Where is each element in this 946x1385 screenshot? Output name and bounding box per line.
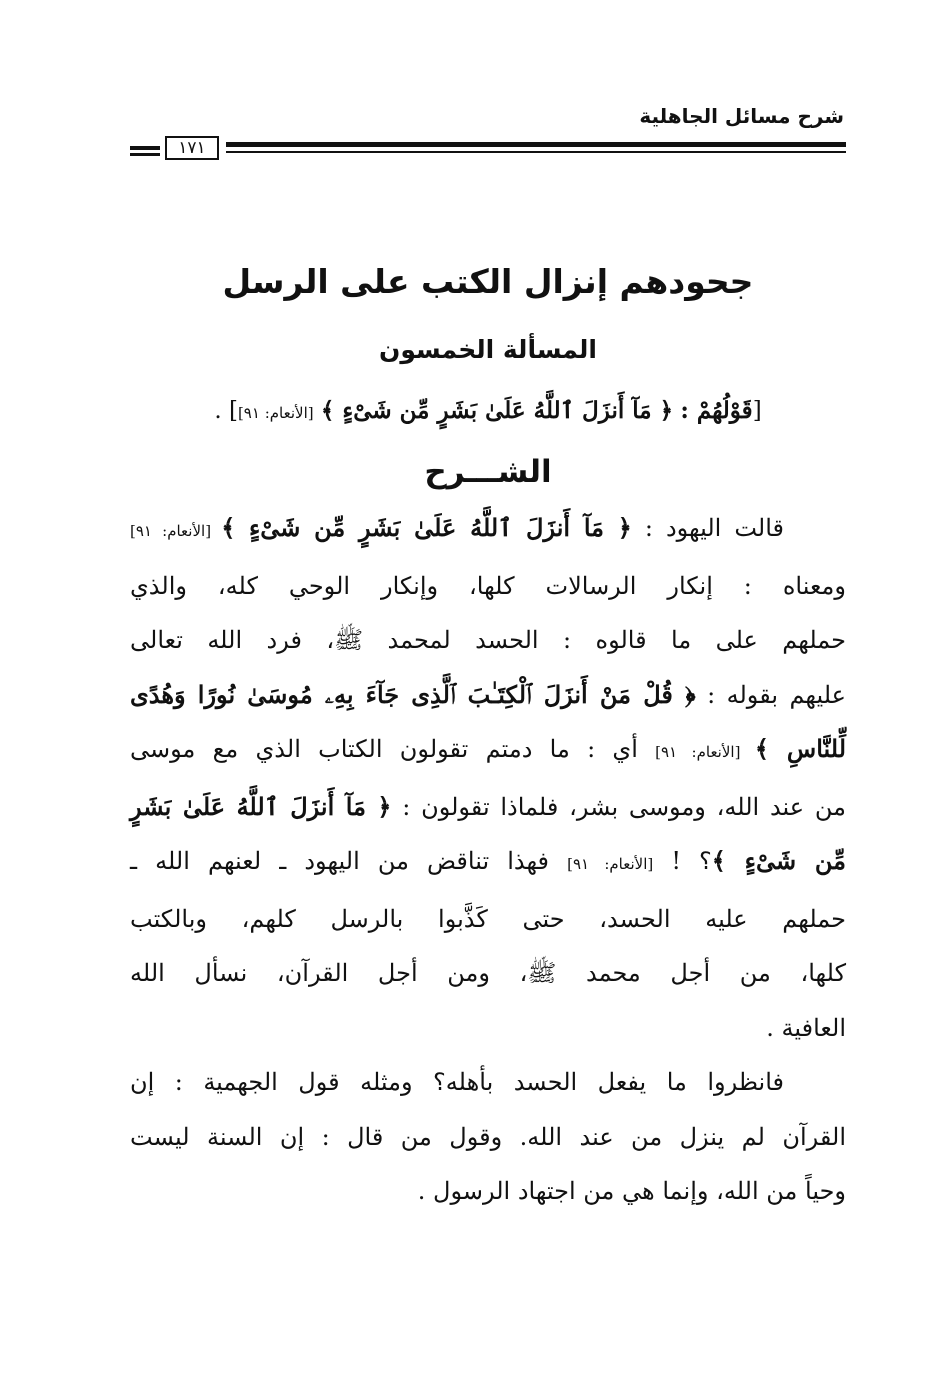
header-rule-thick bbox=[226, 142, 846, 147]
verse-reference: [الأنعام: ٩١] bbox=[130, 522, 222, 540]
quran-verse: ﴿ مَآ أَنزَلَ ٱللَّهُ عَلَىٰ بَشَرٍ مِّن شَىْءٍ ﴾ bbox=[221, 513, 632, 542]
statement-close: ] . bbox=[214, 398, 238, 424]
paragraph-line bbox=[130, 834, 846, 892]
paragraph-line: القرآن لم ينزل من عند الله. وقول من قال : إن السنة ليست bbox=[130, 1122, 846, 1151]
line-text: أي : ما دمتم تقولون الكتاب الذي مع موسى bbox=[130, 735, 656, 763]
header-rule-left-thick bbox=[130, 146, 160, 150]
paragraph-line: وحياً من الله، وإنما هي من اجتهاد الرسول . bbox=[417, 1177, 846, 1205]
chapter-subtitle: المسألة الخمسون bbox=[379, 335, 597, 364]
running-title: شرح مسائل الجاهلية bbox=[639, 104, 844, 128]
commentary-paragraph-2 bbox=[130, 1055, 846, 1219]
verse-reference: [الأنعام: ٩١] bbox=[567, 855, 654, 873]
paragraph-line: كلها، من أجل محمد ﷺ، ومن أجل القرآن، نسأل الله bbox=[130, 959, 846, 987]
paragraph-line bbox=[130, 780, 846, 835]
statement-open-bracket: [ bbox=[752, 398, 762, 424]
quran-verse: ﴿ قُلْ مَنْ أَنزَلَ ٱلْكِتَـٰبَ ٱلَّذِى جَآءَ بِهِۦ مُوسَىٰ نُورًا وَهُدًى bbox=[130, 679, 696, 709]
paragraph-line: حملهم على ما قالوه : الحسد لمحمد ﷺ، فرد الله تعالى bbox=[130, 626, 846, 654]
page-number: ١٧١ bbox=[165, 136, 219, 160]
paragraph-line: حملهم عليه الحسد، حتى كَذَّبوا بالرسل كلهم، وبالكتب bbox=[130, 904, 846, 933]
line-text: قالت اليهود : bbox=[631, 514, 784, 542]
line-text: ؟ ! bbox=[653, 847, 712, 875]
paragraph-line bbox=[130, 501, 846, 559]
paragraph-line bbox=[130, 668, 846, 723]
line-text: فهذا تناقض من اليهود ـ لعنهم الله ـ bbox=[130, 847, 568, 875]
sharh-heading: الشـــرح bbox=[424, 454, 552, 490]
paragraph-line: العافية . bbox=[766, 1013, 846, 1042]
paragraph-line bbox=[130, 722, 846, 780]
quran-verse: ﴿ مَآ أَنزَلَ ٱللَّهُ عَلَىٰ بَشَرٍ bbox=[130, 791, 392, 821]
paragraph-line: فانظروا ما يفعل الحسد بأهله؟ ومثله قول الجهمية : إن bbox=[130, 1068, 784, 1096]
line-text: عليهم بقوله : bbox=[695, 680, 846, 709]
line-text: من عند الله، وموسى بشر، فلماذا تقولون : bbox=[391, 792, 846, 821]
paragraph-line: ومعناه : إنكار الرسالات كلها، وإنكار الوحي كله، والذي bbox=[130, 571, 846, 600]
header-rule-left-thin bbox=[130, 153, 160, 156]
quran-verse: مِّن شَىْءٍ ﴾ bbox=[711, 846, 847, 875]
statement-verse-ref: [الأنعام: ٩١] bbox=[237, 404, 314, 422]
commentary-paragraph-1 bbox=[130, 501, 846, 1055]
header-rule-thin bbox=[226, 151, 846, 153]
statement-line bbox=[130, 397, 846, 424]
statement-lead: قَوْلُهُمْ : bbox=[680, 397, 753, 424]
quran-verse: لِّلنَّاسِ ﴾ bbox=[754, 734, 847, 763]
verse-reference: [الأنعام: ٩١] bbox=[655, 743, 755, 761]
chapter-title: جحودهم إنزال الكتب على الرسل bbox=[222, 262, 754, 301]
statement-verse: ﴿ مَآ أَنزَلَ ٱللَّهُ عَلَىٰ بَشَرٍ مِّن شَىْءٍ ﴾ bbox=[320, 397, 674, 424]
